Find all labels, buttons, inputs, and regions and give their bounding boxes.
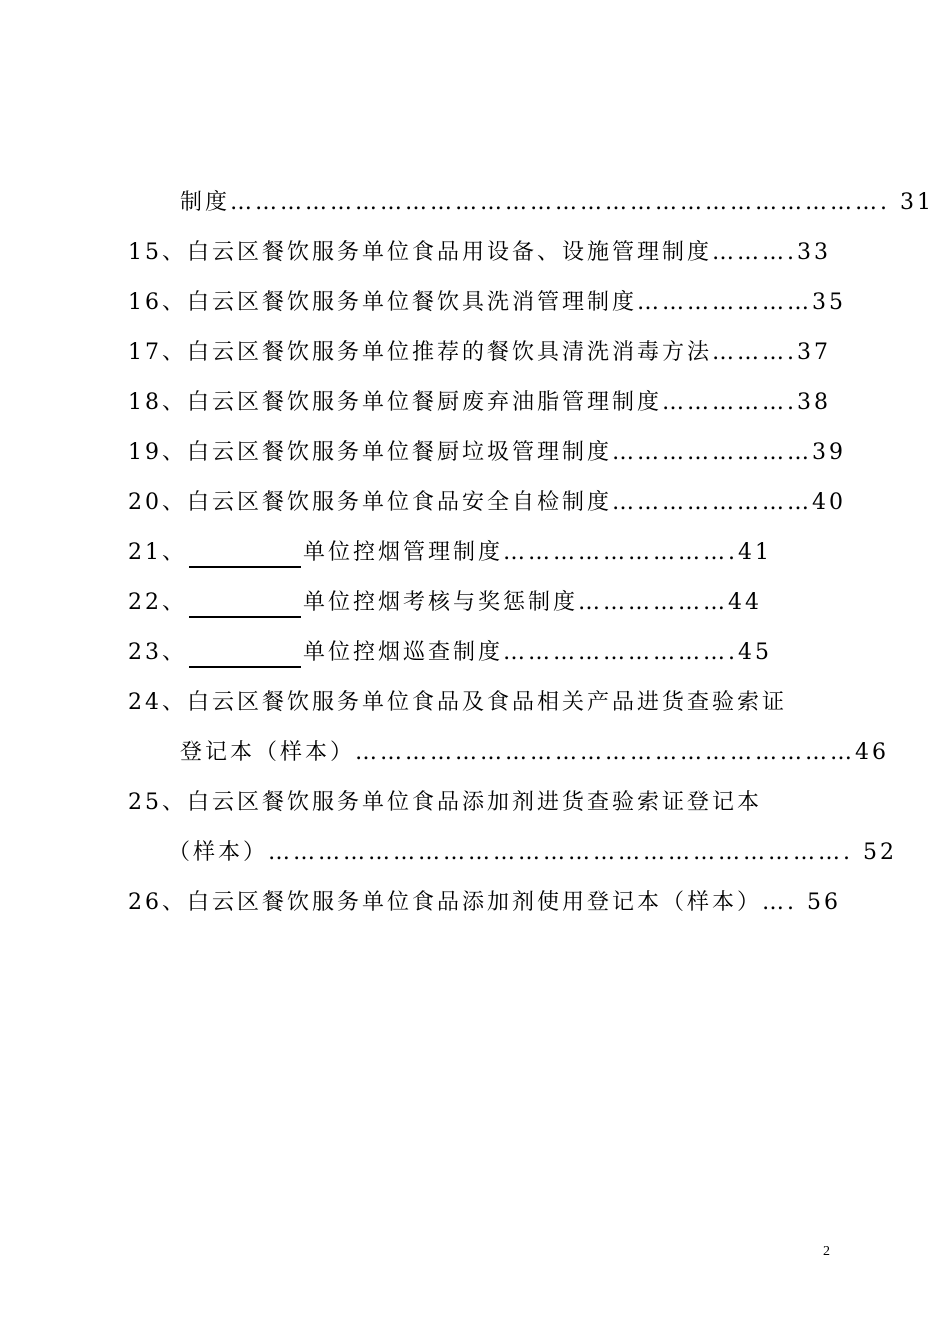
toc-entry-text: 白云区餐饮服务单位食品安全自检制度……………………40 — [187, 490, 846, 515]
toc-entry-number: 20、 — [128, 490, 187, 515]
toc-entry-text: （样本）……………………………………………………………. 52 — [168, 840, 897, 865]
toc-entry-text: 登记本（样本）……………………………………………………46 — [180, 740, 889, 765]
toc-entry-25 — [128, 788, 762, 818]
toc-entry-text: 白云区餐饮服务单位餐饮具洗消管理制度…………………35 — [187, 290, 846, 315]
toc-entry-text: 白云区餐饮服务单位推荐的餐饮具清洗消毒方法……….37 — [187, 340, 831, 365]
toc-entry-26 — [128, 888, 841, 918]
toc-entry-text: 制度……………………………………………………………………. 31 — [180, 190, 934, 215]
toc-entry-text: 白云区餐饮服务单位食品及食品相关产品进货查验索证 — [187, 690, 788, 715]
toc-entry-number: 17、 — [128, 340, 187, 365]
toc-entry-16 — [128, 288, 846, 318]
toc-entry-15 — [128, 238, 831, 268]
toc-entry-25-continuation — [168, 838, 897, 868]
toc-entry-19 — [128, 438, 846, 468]
page-number: 2 — [823, 1244, 830, 1259]
toc-entry-text: 白云区餐饮服务单位食品用设备、设施管理制度……….33 — [187, 240, 831, 265]
toc-entry-18 — [128, 388, 831, 418]
toc-entry-number: 19、 — [128, 440, 187, 465]
toc-entry-14-continuation — [180, 188, 934, 218]
toc-entry-23 — [128, 638, 772, 668]
toc-entry-17 — [128, 338, 831, 368]
toc-entry-number: 24、 — [128, 690, 187, 715]
toc-entry-number: 26、 — [128, 890, 187, 915]
toc-entry-20 — [128, 488, 846, 518]
toc-entry-number: 25、 — [128, 790, 187, 815]
toc-entry-text: 白云区餐饮服务单位食品添加剂进货查验索证登记本 — [187, 790, 763, 815]
blank-underline — [189, 540, 301, 568]
toc-entry-number: 16、 — [128, 290, 187, 315]
toc-entry-number: 21、 — [128, 540, 187, 565]
toc-entry-number: 23、 — [128, 640, 187, 665]
toc-entry-21 — [128, 538, 772, 568]
toc-entry-number: 15、 — [128, 240, 187, 265]
toc-entry-text: 单位控烟考核与奖惩制度………………44 — [303, 590, 762, 615]
toc-entry-text: 单位控烟管理制度……………………….41 — [303, 540, 772, 565]
toc-entry-number: 22、 — [128, 590, 187, 615]
blank-underline — [189, 590, 301, 618]
toc-entry-22 — [128, 588, 762, 618]
toc-entry-text: 白云区餐饮服务单位餐厨垃圾管理制度……………………39 — [187, 440, 846, 465]
toc-entry-24 — [128, 688, 787, 718]
toc-entry-number: 18、 — [128, 390, 187, 415]
toc-entry-24-continuation — [180, 738, 889, 768]
toc-entry-text: 单位控烟巡查制度……………………….45 — [303, 640, 772, 665]
toc-entry-text: 白云区餐饮服务单位餐厨废弃油脂管理制度…………….38 — [187, 390, 831, 415]
toc-entry-text: 白云区餐饮服务单位食品添加剂使用登记本（样本）…. 56 — [187, 890, 841, 915]
blank-underline — [189, 640, 301, 668]
